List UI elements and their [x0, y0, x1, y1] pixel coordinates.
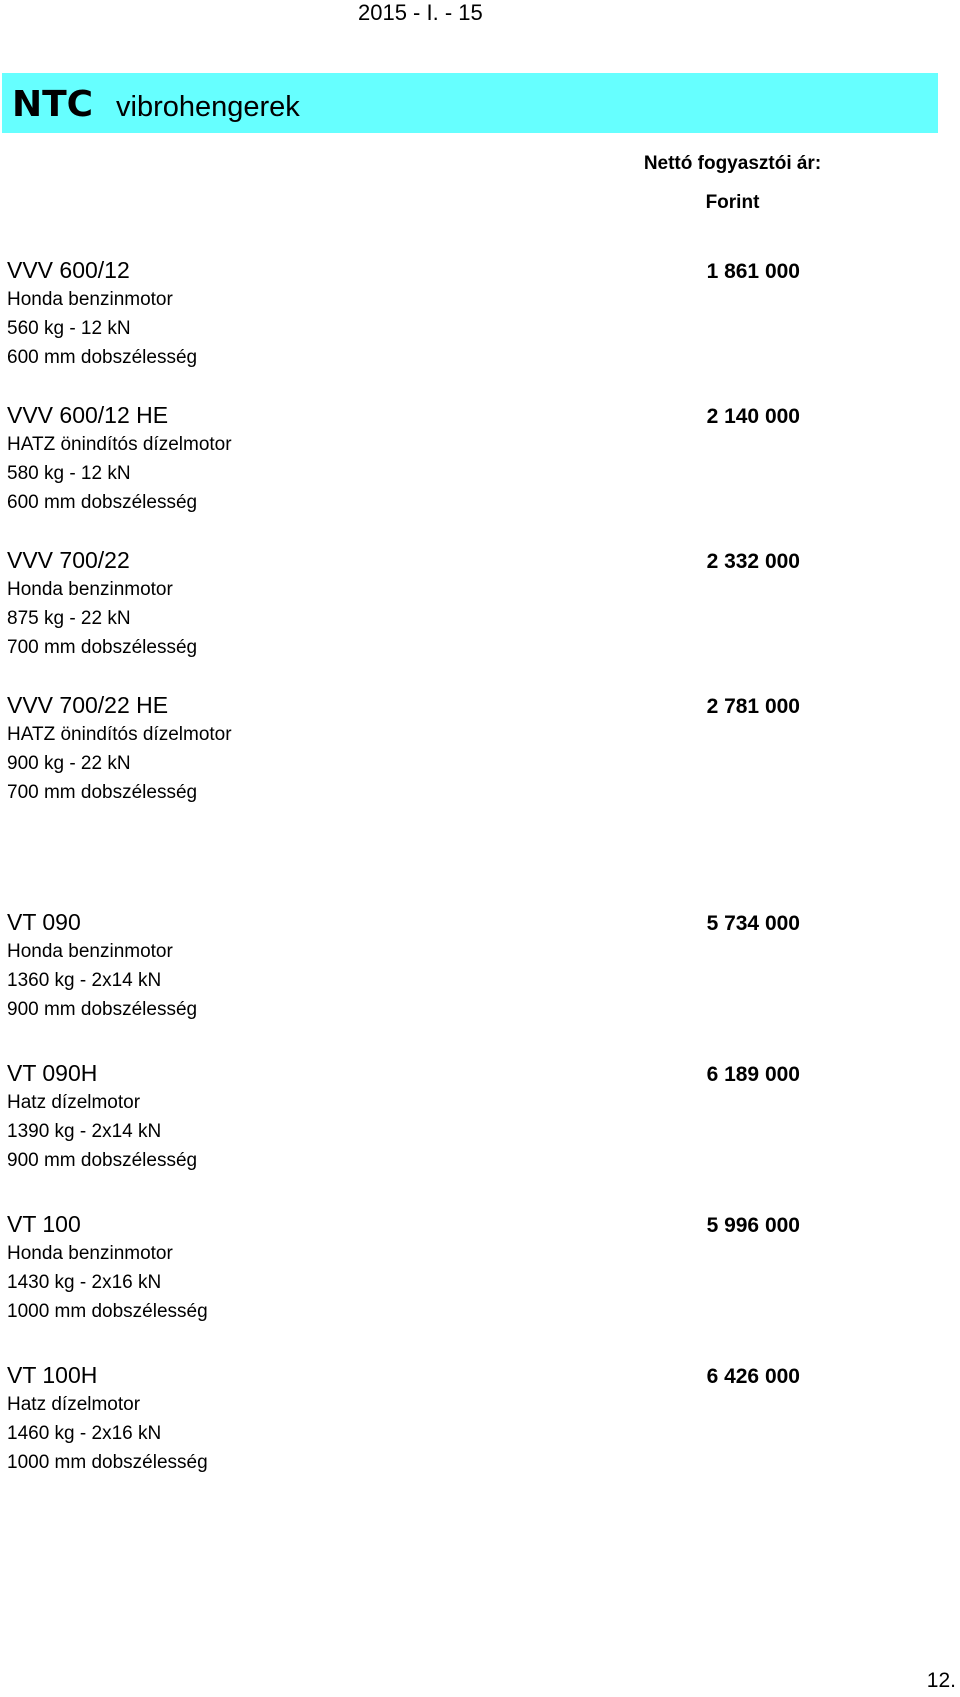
- product-weight: 900 kg - 22 kN: [7, 753, 131, 774]
- product-price: 2 781 000: [706, 695, 800, 718]
- banner-title: vibrohengerek: [116, 91, 300, 123]
- product-drum-width: 700 mm dobszélesség: [7, 637, 198, 658]
- product-name: VVV 600/12 HE: [7, 402, 169, 428]
- product-price: 1 861 000: [706, 260, 800, 283]
- product-engine: Hatz dízelmotor: [7, 1092, 141, 1113]
- product-name: VT 100H: [7, 1362, 98, 1388]
- product-weight: 1390 kg - 2x14 kN: [7, 1121, 162, 1142]
- product-weight: 580 kg - 12 kN: [7, 463, 131, 484]
- product-item: [7, 546, 807, 662]
- product-price: 6 189 000: [706, 1063, 800, 1086]
- product-item: [7, 1361, 807, 1477]
- brand-name: NTC: [12, 84, 94, 125]
- product-name: VVV 700/22: [7, 547, 130, 573]
- product-name: VVV 600/12: [7, 257, 130, 283]
- product-drum-width: 600 mm dobszélesség: [7, 347, 198, 368]
- product-engine: Hatz dízelmotor: [7, 1394, 141, 1415]
- product-price: 6 426 000: [706, 1365, 800, 1388]
- product-item: [7, 908, 807, 1024]
- product-weight: 1360 kg - 2x14 kN: [7, 970, 162, 991]
- product-drum-width: 1000 mm dobszélesség: [7, 1301, 208, 1322]
- product-drum-width: 900 mm dobszélesség: [7, 999, 198, 1020]
- product-name: VT 090: [7, 909, 81, 935]
- product-weight: 1430 kg - 2x16 kN: [7, 1272, 162, 1293]
- page-number: 12.: [926, 1669, 956, 1692]
- product-engine: Honda benzinmotor: [7, 1243, 173, 1264]
- product-engine: HATZ önindítós dízelmotor: [7, 724, 232, 745]
- product-drum-width: 1000 mm dobszélesség: [7, 1452, 208, 1473]
- price-currency-label: Forint: [705, 192, 760, 213]
- product-weight: 1460 kg - 2x16 kN: [7, 1423, 162, 1444]
- product-item: [7, 1210, 807, 1326]
- product-drum-width: 900 mm dobszélesség: [7, 1150, 198, 1171]
- product-price: 5 734 000: [706, 912, 800, 935]
- product-engine: Honda benzinmotor: [7, 941, 173, 962]
- product-drum-width: 700 mm dobszélesség: [7, 782, 198, 803]
- product-name: VT 090H: [7, 1060, 98, 1086]
- product-drum-width: 600 mm dobszélesség: [7, 492, 198, 513]
- product-price: 5 996 000: [706, 1214, 800, 1237]
- product-item: [7, 691, 807, 807]
- product-item: [7, 1059, 807, 1175]
- product-engine: Honda benzinmotor: [7, 579, 173, 600]
- product-price: 2 140 000: [706, 405, 800, 428]
- product-engine: HATZ önindítós dízelmotor: [7, 434, 232, 455]
- product-weight: 560 kg - 12 kN: [7, 318, 131, 339]
- product-name: VVV 700/22 HE: [7, 692, 169, 718]
- product-item: [7, 401, 807, 517]
- product-price: 2 332 000: [706, 550, 800, 573]
- price-column-header: Nettó fogyasztói ár:: [643, 153, 822, 174]
- product-weight: 875 kg - 22 kN: [7, 608, 131, 629]
- page-date: 2015 - I. - 15: [358, 0, 483, 25]
- product-item: [7, 256, 807, 372]
- product-name: VT 100: [7, 1211, 81, 1237]
- title-banner: [2, 73, 938, 133]
- product-engine: Honda benzinmotor: [7, 289, 173, 310]
